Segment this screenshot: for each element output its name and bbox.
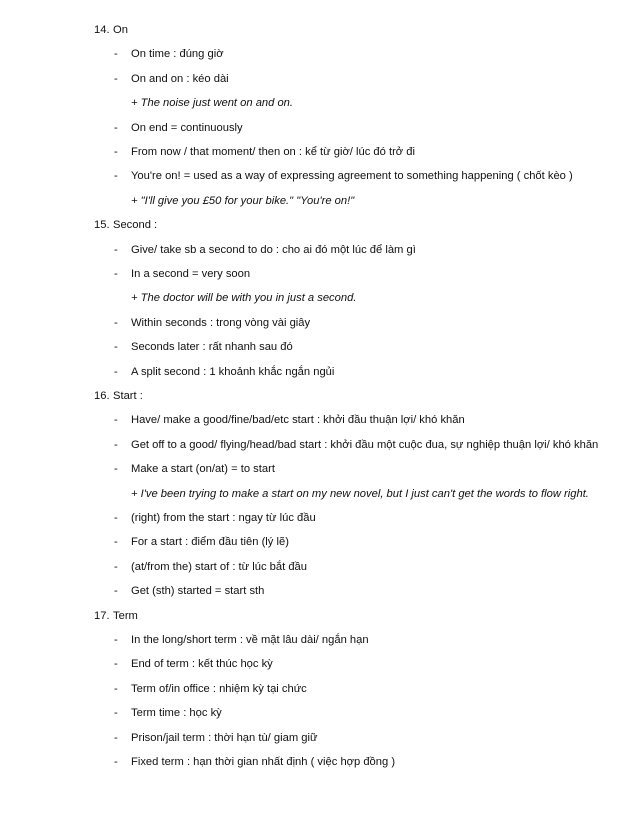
example-text: + I've been trying to make a start on my new novel, but I just can't get the words to flow right. (131, 487, 589, 500)
section-title: Term (113, 609, 138, 622)
list-item-text: Make a start (on/at) = to start (131, 463, 275, 476)
section-title: Second : (113, 219, 158, 232)
bullet-dash: - (114, 634, 118, 646)
bullet-dash: - (114, 731, 118, 744)
bullet-dash: - (114, 658, 118, 671)
section-number: 16. (94, 390, 110, 402)
section-number: 17. (94, 609, 110, 622)
bullet-dash: - (114, 170, 118, 183)
example-text: + "I'll give you £50 for your bike." "You're on!" (131, 194, 355, 207)
example-text: + The doctor will be with you in just a second. (131, 292, 357, 305)
bullet-dash: - (114, 243, 118, 256)
list-item-text: You're on! = used as a way of expressing agreement to something happening ( chốt kèo ) (131, 170, 573, 183)
list-item-text: On end = continuously (131, 121, 243, 134)
bullet-dash: - (114, 414, 118, 427)
list-item-text: (right) from the start : ngay từ lúc đầu (131, 512, 316, 524)
list-item-text: In a second = very soon (131, 268, 251, 280)
list-item-text: End of term : kết thúc học kỳ (131, 658, 273, 671)
list-item-text: Seconds later : rất nhanh sau đó (131, 341, 293, 354)
list-item-text: On time : đúng giờ (131, 48, 224, 61)
section-number: 15. (94, 219, 110, 232)
list-item-text: For a start : điểm đầu tiên (lý lẽ) (131, 536, 289, 549)
bullet-dash: - (114, 341, 118, 354)
list-item-text: Within seconds : trong vòng vài giây (131, 316, 311, 329)
section-number: 14. (94, 24, 110, 36)
bullet-dash: - (114, 365, 118, 378)
list-item-text: Term time : học kỳ (131, 707, 222, 720)
list-item-text: Give/ take sb a second to do : cho ai đó một lúc để làm gì (131, 243, 416, 256)
bullet-dash: - (114, 463, 118, 476)
bullet-dash: - (114, 121, 118, 134)
list-item-text: Have/ make a good/fine/bad/etc start : khởi đầu thuận lợi/ khó khăn (131, 414, 465, 427)
bullet-dash: - (114, 268, 118, 280)
list-item-text: From now / that moment/ then on : kể từ giờ/ lúc đó trở đi (131, 146, 415, 158)
bullet-dash: - (114, 707, 118, 720)
list-item-text: Term of/in office : nhiệm kỳ tại chức (131, 682, 307, 695)
list-item-text: Get (sth) started = start sth (131, 585, 265, 598)
bullet-dash: - (114, 560, 118, 573)
section-title: Start : (113, 390, 143, 402)
bullet-dash: - (114, 146, 118, 158)
bullet-dash: - (114, 682, 118, 695)
bullet-dash: - (114, 756, 118, 768)
bullet-dash: - (114, 48, 118, 61)
list-item-text: (at/from the) start of : từ lúc bắt đầu (131, 560, 307, 573)
bullet-dash: - (114, 585, 118, 598)
bullet-dash: - (114, 72, 118, 85)
bullet-dash: - (114, 316, 118, 329)
list-item-text: A split second : 1 khoảnh khắc ngắn ngủi (131, 365, 335, 378)
bullet-dash: - (114, 536, 118, 549)
list-item-text: In the long/short term : về mặt lâu dài/ ngắn hạn (131, 634, 369, 646)
list-item-text: Get off to a good/ flying/head/bad start : khởi đầu một cuộc đua, sự nghiệp thuận lợi/ khó khăn (131, 438, 599, 451)
section-title: On (113, 24, 128, 36)
list-item-text: Prison/jail term : thời hạn tù/ giam giữ (131, 731, 318, 744)
list-item-text: On and on : kéo dài (131, 72, 229, 85)
bullet-dash: - (114, 438, 118, 451)
example-text: + The noise just went on and on. (131, 97, 294, 110)
list-item-text: Fixed term : hạn thời gian nhất định ( việc hợp đồng ) (131, 756, 396, 768)
bullet-dash: - (114, 512, 118, 524)
